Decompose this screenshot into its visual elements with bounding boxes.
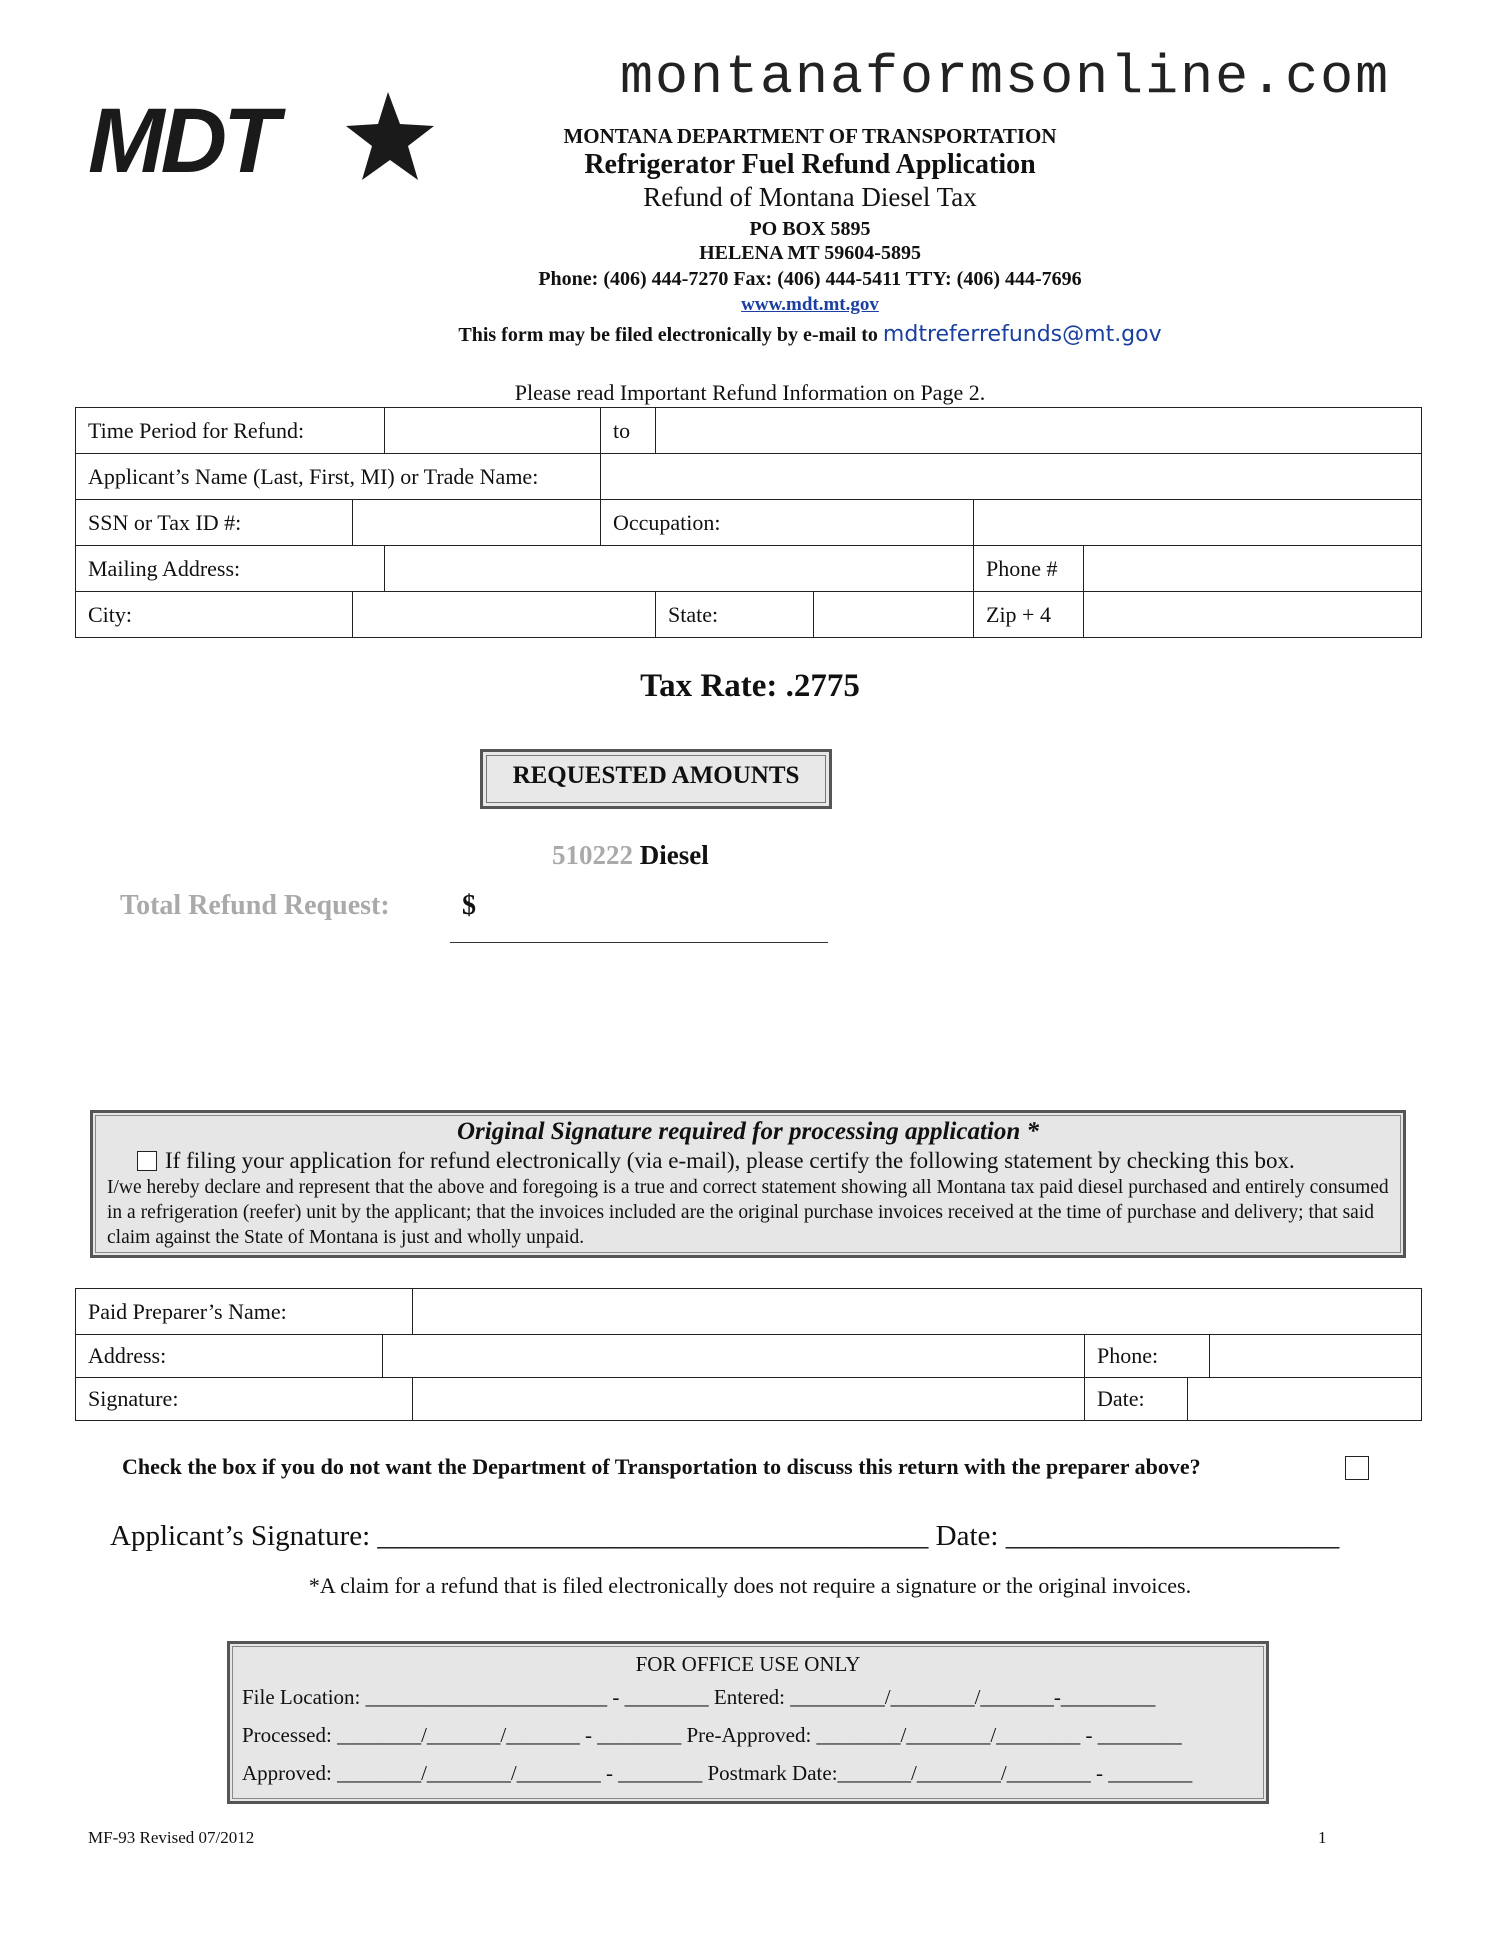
preparer-signature-field[interactable]	[413, 1378, 1085, 1421]
preparer-date-field[interactable]	[1188, 1378, 1422, 1421]
time-period-from-field[interactable]	[385, 408, 601, 454]
page-number: 1	[1318, 1828, 1327, 1847]
preparer-name-field[interactable]	[413, 1289, 1422, 1335]
state-label: State:	[656, 592, 814, 638]
occupation-label: Occupation:	[601, 500, 974, 546]
diesel-label: Diesel	[639, 840, 709, 870]
total-refund-label: Total Refund Request:	[120, 890, 390, 921]
department-name: MONTANA DEPARTMENT OF TRANSPORTATION	[563, 124, 1057, 148]
certification-box	[90, 1110, 1406, 1258]
preparer-table	[75, 1288, 1422, 1421]
city-address: HELENA MT 59604-5895	[699, 242, 921, 264]
claim-note: *A claim for a refund that is filed electronically does not require a signature or the original invoices.	[308, 1573, 1192, 1598]
requested-amounts-heading: REQUESTED AMOUNTS	[480, 749, 832, 809]
ssn-label: SSN or Tax ID #:	[76, 500, 353, 546]
office-use-line-2: Processed: ________/_______/_______ - ________ Pre-Approved: ________/________/________ - ________	[242, 1723, 1182, 1747]
diesel-code: 510222	[552, 840, 633, 870]
applicant-table	[75, 407, 1422, 638]
preparer-address-field[interactable]	[383, 1335, 1085, 1378]
preparer-date-label: Date:	[1085, 1378, 1188, 1421]
occupation-field[interactable]	[974, 500, 1422, 546]
preparer-phone-label: Phone:	[1085, 1335, 1210, 1378]
mailing-address-field[interactable]	[385, 546, 974, 592]
total-refund-field[interactable]	[450, 942, 828, 943]
watermark: montanaformsonline.com	[620, 46, 1391, 109]
time-period-label: Time Period for Refund:	[76, 408, 385, 454]
form-subtitle: Refund of Montana Diesel Tax	[643, 182, 977, 212]
contact-phones: Phone: (406) 444-7270 Fax: (406) 444-5411 TTY: (406) 444-7696	[538, 268, 1082, 290]
city-field[interactable]	[353, 592, 656, 638]
website-link[interactable]: www.mdt.mt.gov	[741, 294, 879, 315]
applicant-name-field[interactable]	[601, 454, 1422, 500]
discuss-preparer-checkbox[interactable]	[1345, 1456, 1369, 1480]
applicant-signature-line[interactable]: Applicant’s Signature: ______________________________________ Date: _______________________	[110, 1520, 1340, 1552]
mailing-address-label: Mailing Address:	[76, 546, 385, 592]
certification-check-row	[107, 1147, 1389, 1175]
preparer-signature-label: Signature:	[76, 1378, 413, 1421]
certify-checkbox[interactable]	[137, 1151, 157, 1171]
office-use-line-3: Approved: ________/________/________ - ________ Postmark Date:_______/________/________ - ________	[242, 1761, 1193, 1785]
preparer-address-label: Address:	[76, 1335, 383, 1378]
form-title: Refrigerator Fuel Refund Application	[584, 149, 1036, 180]
certification-statement: I/we hereby declare and represent that the above and foregoing is a true and correct statement showing all Montana tax paid diesel purchased and entirely consumed in a refrigeration (reefer) unit by the applicant; that the invoices included are the original purchase invoices received at the time of purchase and delivery; that said claim against the State of Montana is just and wholly unpaid.	[107, 1177, 1389, 1248]
currency-symbol: $	[462, 890, 476, 921]
ssn-field[interactable]	[353, 500, 601, 546]
phone-field[interactable]	[1084, 546, 1422, 592]
discuss-preparer-text: Check the box if you do not want the Department of Transportation to discuss this return with the preparer above?	[122, 1454, 1201, 1479]
preparer-phone-field[interactable]	[1210, 1335, 1422, 1378]
office-use-title: FOR OFFICE USE ONLY	[635, 1652, 861, 1676]
office-use-box	[227, 1641, 1269, 1804]
read-note: Please read Important Refund Information on Page 2.	[514, 380, 986, 405]
time-period-to-field[interactable]	[656, 408, 1422, 454]
tax-rate: Tax Rate: .2775	[640, 668, 860, 704]
zip-field[interactable]	[1084, 592, 1422, 638]
city-label: City:	[76, 592, 353, 638]
mdt-logo-text: MDT	[88, 90, 276, 186]
efile-note	[380, 322, 1240, 347]
applicant-name-label: Applicant’s Name (Last, First, MI) or Trade Name:	[76, 454, 601, 500]
diesel-row	[552, 840, 709, 871]
phone-label: Phone #	[974, 546, 1084, 592]
to-label: to	[601, 408, 656, 454]
certify-text: If filing your application for refund electronically (via e-mail), please certify the following statement by checking this box.	[165, 1148, 1295, 1173]
form-number: MF-93 Revised 07/2012	[88, 1828, 255, 1847]
po-box: PO BOX 5895	[749, 218, 871, 240]
efile-text: This form may be filed electronically by e-mail to	[458, 324, 878, 346]
email-link[interactable]: mdtreferrefunds@mt.gov	[882, 322, 1162, 347]
certification-title: Original Signature required for processing application *	[456, 1118, 1040, 1145]
preparer-name-label: Paid Preparer’s Name:	[76, 1289, 413, 1335]
office-use-line-1: File Location: _______________________ - ________ Entered: _________/________/_______-_________	[242, 1685, 1156, 1709]
zip-label: Zip + 4	[974, 592, 1084, 638]
state-field[interactable]	[814, 592, 974, 638]
